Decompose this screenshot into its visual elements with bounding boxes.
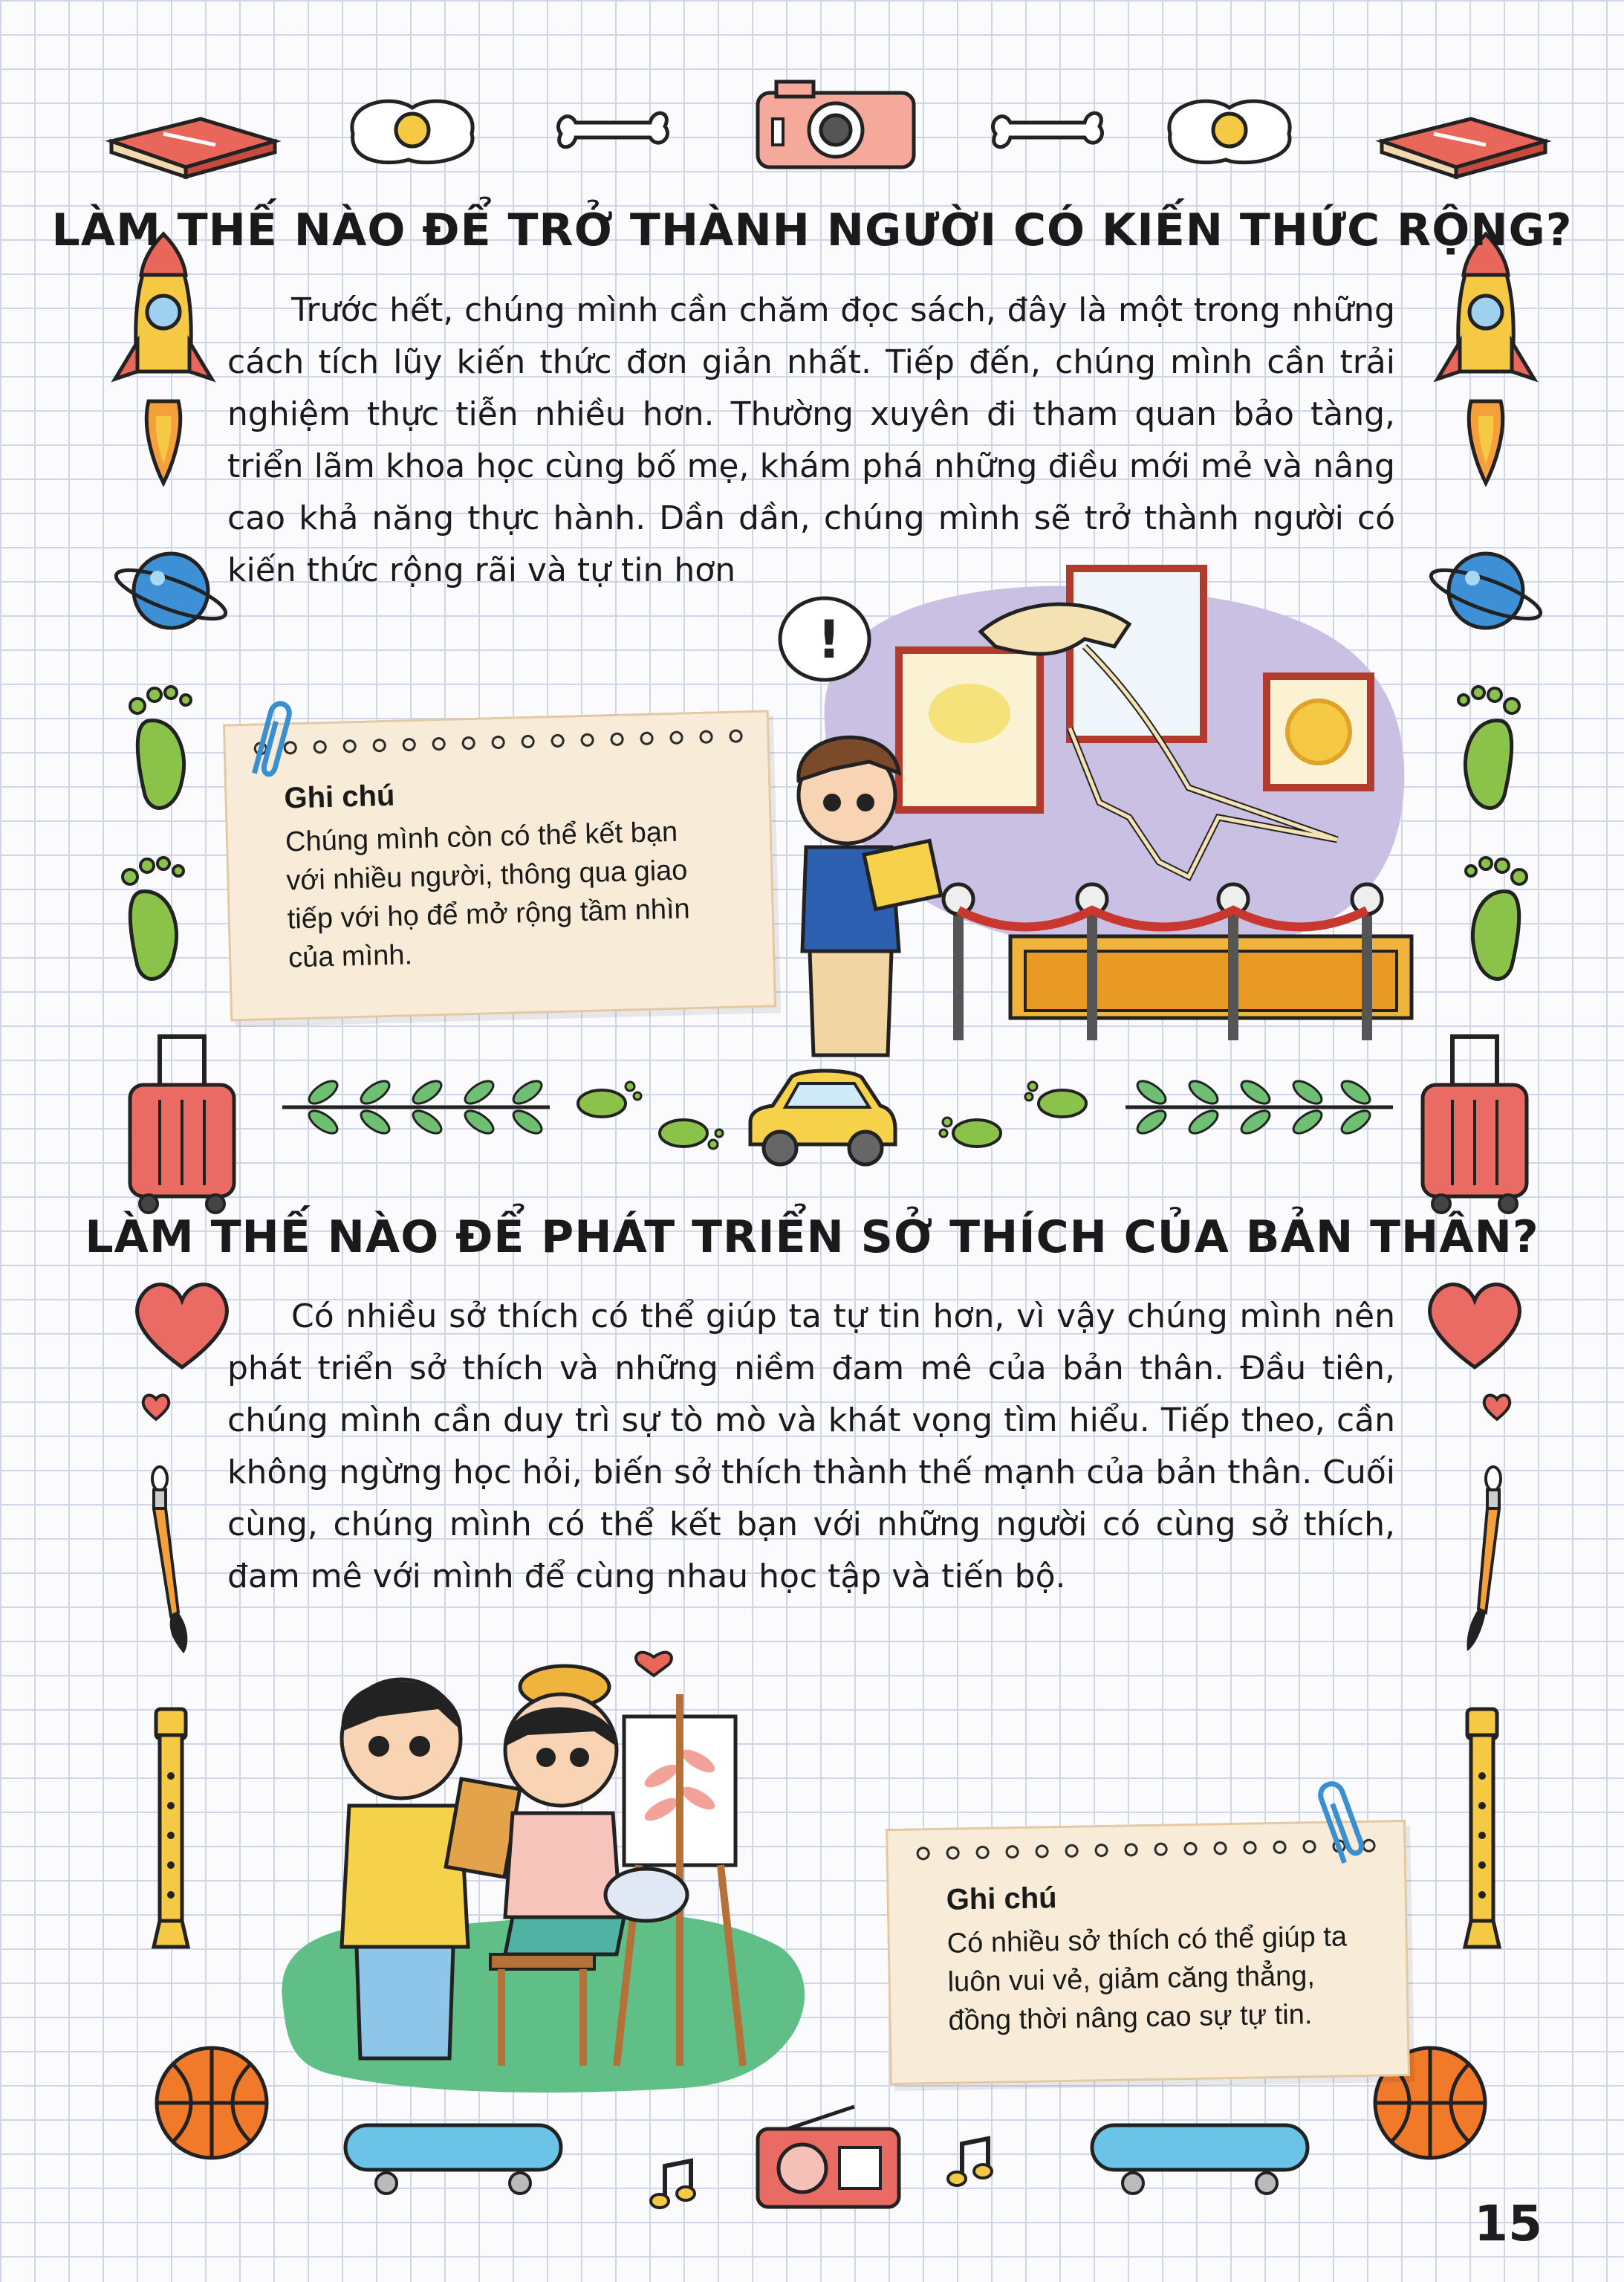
car-icon [739, 1063, 903, 1174]
music-note-icon [943, 2133, 1003, 2192]
section2-paragraph: Có nhiều sở thích có thể giúp ta tự tin hơn, vì vậy chúng mình nên phát triển sở thích và những niềm đam mê của bản thân. Đầu tiên, chúng mình cần duy trì sự tò mò và khát vọng tìm hiểu. Tiếp theo, cần không ngừng học hỏi, biến sở thích thành thế mạnh của bản thân. Cuối cùng, chúng mình có thể kết bạn với những người có cùng sở thích, đam mê với mình để cùng nhau học tập và tiến bộ. [227, 1297, 1395, 1595]
note-holes [246, 728, 747, 756]
music-note-icon [646, 2155, 706, 2214]
footprint-icon [119, 676, 208, 825]
paperclip-icon [1315, 1772, 1367, 1876]
planet-icon [111, 542, 230, 639]
radio-icon [743, 2103, 914, 2214]
note-holes [908, 1838, 1383, 1861]
egg-icon [1155, 89, 1304, 171]
svg-text:!: ! [817, 609, 841, 670]
section2-heading: LÀM THẾ NÀO ĐỂ PHÁT TRIỂN SỞ THÍCH CỦA BẢN THÂN? [85, 1211, 1539, 1263]
section1-paragraph: Trước hết, chúng mình cần chăm đọc sách, đây là một trong những cách tích lũy kiến thức đơn giản nhất. Tiếp đến, chúng mình cần trải nghiệm thực tiễn nhiều hơn. Thường xuyên đi tham quan bảo tàng, triển lãm khoa học cùng bố mẹ, khám phá những điều mới mẻ và nâng cao khả năng thực hành. Dần dần, chúng mình sẽ trở thành người có kiến thức rộng rãi và tự tin hơn [227, 291, 1395, 589]
footprint-icon [936, 1103, 1010, 1155]
footprint-icon [111, 847, 201, 996]
footprint-icon [1449, 847, 1538, 996]
suitcase-icon [119, 1029, 245, 1215]
rocket-icon [1434, 230, 1538, 490]
planet-icon [1426, 542, 1545, 639]
note-1-text: Chúng mình còn có thể kết bạn với nhiều người, thông qua giao tiếp với họ để mở rộng tầm nhìn của mình. [285, 816, 691, 974]
heart-icon [1419, 1271, 1530, 1434]
paintbrush-icon [145, 1464, 204, 1657]
heart-icon [126, 1271, 238, 1434]
suitcase-icon [1412, 1029, 1538, 1215]
leaf-branch-icon [1122, 1074, 1397, 1141]
kids-painting-illustration [267, 1650, 817, 2095]
recorder-flute-icon [145, 1702, 197, 1962]
leaf-branch-icon [279, 1074, 553, 1141]
paperclip-icon [249, 695, 293, 791]
footprint-icon [572, 1070, 646, 1122]
note-2-title: Ghi chú [946, 1881, 1057, 1916]
skateboard-icon [1088, 2118, 1311, 2200]
note-1-title: Ghi chú [283, 779, 395, 815]
footprint-icon [1022, 1070, 1096, 1122]
bone-icon [988, 104, 1107, 156]
museum-illustration [743, 565, 1412, 1055]
bone-icon [553, 104, 672, 156]
basketball-icon [152, 2043, 271, 2162]
egg-icon [338, 89, 487, 171]
book-icon [1374, 111, 1553, 178]
skateboard-icon [342, 2118, 565, 2200]
paintbrush-icon [1452, 1464, 1512, 1657]
section1-heading: LÀM THẾ NÀO ĐỂ TRỞ THÀNH NGƯỜI CÓ KIẾN THỨC RỘNG? [51, 204, 1573, 256]
book-icon [104, 111, 282, 178]
footprint-icon [654, 1103, 728, 1155]
camera-icon [754, 78, 917, 171]
rocket-icon [111, 230, 215, 490]
page-number: 15 [1474, 2195, 1542, 2252]
note-card-1 [223, 710, 776, 1021]
note-2-text: Có nhiều sở thích có thể giúp ta luôn vui vẻ, giảm căng thẳng, đồng thời nâng cao sự tự tin. [946, 1921, 1348, 2037]
recorder-flute-icon [1456, 1702, 1508, 1962]
footprint-icon [1441, 676, 1530, 825]
